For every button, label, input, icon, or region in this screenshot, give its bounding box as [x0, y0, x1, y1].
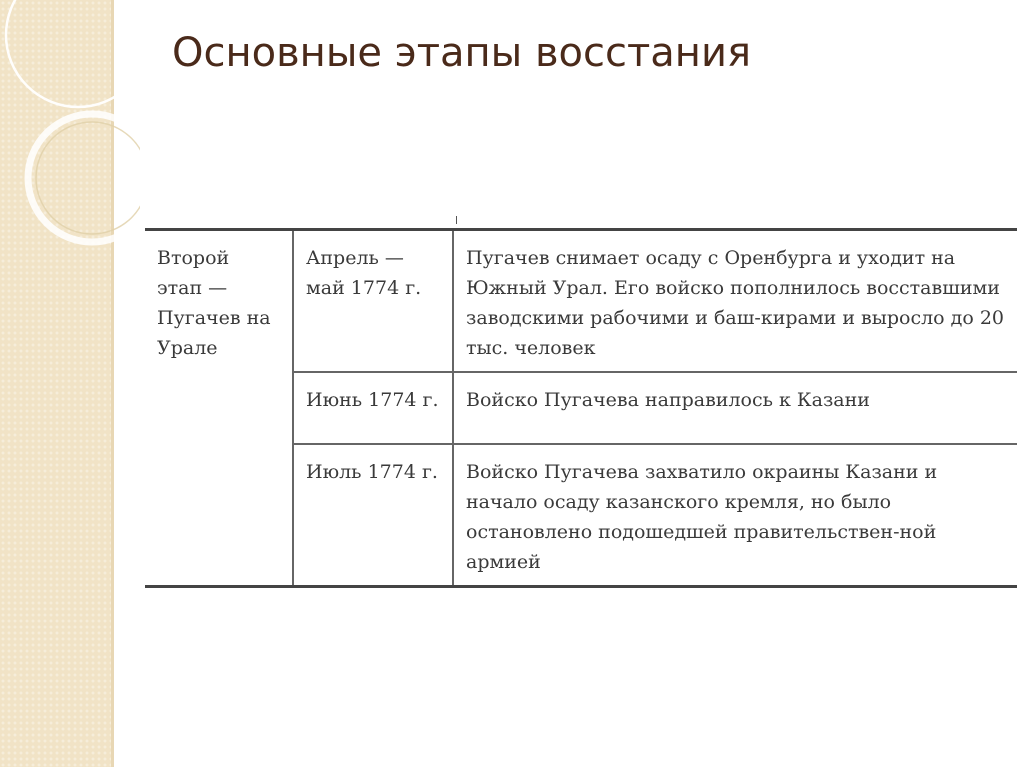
table-row — [145, 230, 1017, 373]
decorative-rings — [0, 0, 140, 250]
date-cell: Июль 1774 г. — [293, 444, 453, 587]
date-cell: Апрель — май 1774 г. — [293, 230, 453, 373]
lower-ring-inner — [36, 122, 140, 234]
lower-ring — [28, 114, 140, 242]
table-continuation-tick — [456, 216, 457, 224]
date-cell: Июнь 1774 г. — [293, 372, 453, 444]
upper-ring — [6, 0, 140, 107]
uprising-stages-table — [145, 228, 1017, 588]
slide-title: Основные этапы восстания — [172, 30, 752, 76]
event-cell: Пугачев снимает осаду с Оренбурга и уходит на Южный Урал. Его войско пополнилось восставшими заводскими рабочими и баш-кирами и выросло до 20 тыс. человек — [453, 230, 1017, 373]
event-cell: Войско Пугачева захватило окраины Казани и начало осаду казанского кремля, но было остановлено подошедшей правительствен-ной армией — [466, 461, 938, 573]
event-cell: Войско Пугачева направилось к Казани — [453, 372, 1017, 444]
stage-cell: Второй этап — Пугачев на Урале — [145, 230, 293, 587]
